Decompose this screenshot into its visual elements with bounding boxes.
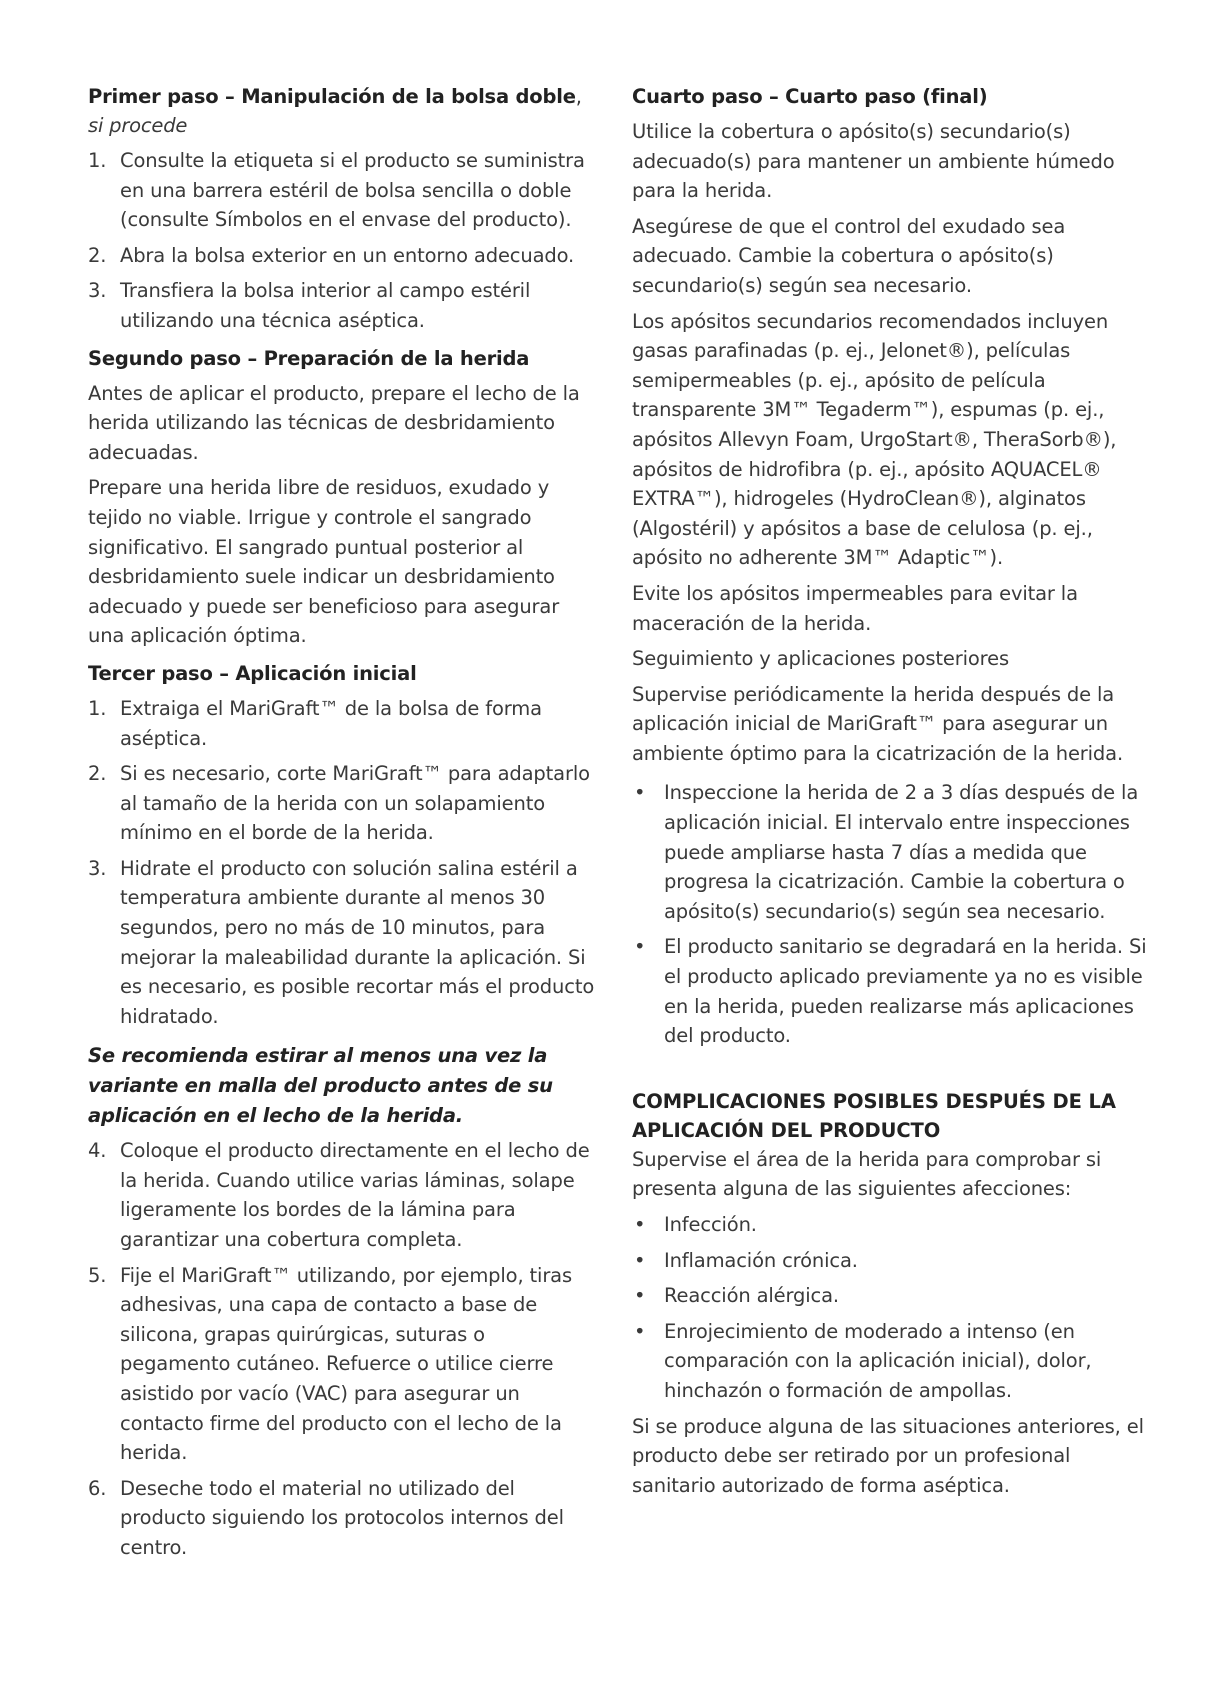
step2-heading: Segundo paso – Preparación de la herida [88, 346, 530, 370]
step1-heading-comma: , [575, 85, 582, 108]
item-text: Deseche todo el material no utilizado del producto siguiendo los protocolos internos del centro. [120, 1476, 564, 1559]
step2-paragraph: Prepare una herida libre de residuos, exudado y tejido no viable. Irrigue y controle el sangrado significativo. El sangrado puntual posterior al desbridamiento suele indicar un desbridamiento adecuado y puede ser beneficioso para asegurar una aplicación óptima. [88, 476, 560, 648]
item-number: 1. [88, 149, 107, 172]
bullet-item [632, 1210, 1152, 1240]
step3-list-b [88, 1136, 598, 1562]
item-text: Coloque el producto directamente en el lecho de la herida. Cuando utilice varias láminas, solape ligeramente los bordes de la lámina para garantizar una cobertura completa. [120, 1139, 590, 1251]
complications-list [632, 1210, 1152, 1406]
followup-list [632, 778, 1152, 1050]
list-item [88, 241, 598, 271]
item-number: 3. [88, 856, 107, 880]
complications-intro: Supervise el área de la herida para comprobar si presenta alguna de las siguientes afecciones: [632, 1147, 1102, 1201]
bullet-icon: • [634, 935, 646, 959]
item-number: 2. [88, 243, 107, 267]
bullet-text: El producto sanitario se degradará en la herida. Si el producto aplicado previamente ya no es visible en la herida, pueden realizarse más aplicaciones del producto. [664, 935, 1147, 1048]
item-number: 5. [88, 1263, 107, 1287]
step1-section [88, 82, 598, 336]
followup-paragraph: Supervise periódicamente la herida después de la aplicación inicial de MariGraft™ para asegurar un ambiente óptimo para la cicatrización de la herida. [632, 682, 1123, 765]
step4-paragraph: Utilice la cobertura o apósito(s) secundario(s) adecuado(s) para mantener un ambiente húmedo para la herida. [632, 120, 1115, 203]
step1-list [88, 146, 598, 336]
list-item [88, 759, 598, 848]
bullet-text: Reacción alérgica. [664, 1284, 839, 1308]
list-item [88, 146, 598, 235]
mesh-stretch-note: Se recomienda estirar al menos una vez la variante en malla del producto antes de su aplicación en el lecho de la herida. [88, 1044, 553, 1127]
step1-subheading: si procede [88, 114, 188, 137]
step4-section [632, 82, 1152, 638]
right-column [632, 82, 1152, 1500]
item-number: 3. [88, 279, 107, 303]
bullet-icon: • [634, 781, 646, 805]
item-number: 4. [88, 1139, 107, 1163]
list-item [88, 694, 598, 753]
item-text: Hidrate el producto con solución salina estéril a temperatura ambiente durante al menos 30 segundos, pero no más de 10 minutos, para mejorar la maleabilidad durante la aplicación. Si es necesario, es posible recortar más el producto hidratado. [120, 856, 595, 1028]
item-text: Abra la bolsa exterior en un entorno adecuado. [120, 243, 575, 267]
left-column [88, 82, 598, 1563]
step4-heading: Cuarto paso – Cuarto paso (final) [632, 85, 988, 108]
item-number: 6. [88, 1476, 107, 1500]
item-number: 1. [88, 696, 107, 720]
list-item [88, 276, 598, 335]
bullet-text: Inspeccione la herida de 2 a 3 días después de la aplicación inicial. El intervalo entre inspecciones puede ampliarse hasta 7 días a medida que progresa la cicatrización. Cambie la cobertura o apósito(s) secundario(s) según sea necesario. [664, 781, 1139, 923]
list-item [88, 1136, 598, 1254]
item-text: Extraiga el MariGraft™ de la bolsa de forma aséptica. [120, 696, 542, 750]
complications-section [632, 1087, 1152, 1501]
bullet-icon: • [634, 1284, 646, 1308]
bullet-text: Inflamación crónica. [664, 1248, 858, 1272]
complications-heading: COMPLICACIONES POSIBLES DESPUÉS DE LA APLICACIÓN DEL PRODUCTO [632, 1089, 1116, 1142]
bullet-item [632, 1281, 1152, 1311]
bullet-item [632, 1246, 1152, 1276]
list-item [88, 854, 598, 1032]
step2-section [88, 344, 598, 651]
step1-heading [88, 82, 598, 111]
list-item [88, 1474, 598, 1563]
step4-paragraph: Evite los apósitos impermeables para evitar la maceración de la herida. [632, 581, 1078, 635]
step4-paragraph: Asegúrese de que el control del exudado sea adecuado. Cambie la cobertura o apósito(s) secundario(s) según sea necesario. [632, 214, 1066, 297]
bullet-icon: • [634, 1248, 646, 1272]
list-item [88, 1261, 598, 1468]
step3-section [88, 659, 598, 1563]
item-text: Consulte la etiqueta si el producto se suministra en una barrera estéril de bolsa sencilla o doble (consulte Símbolos en el envase del producto). [120, 149, 585, 232]
item-text: Fije el MariGraft™ utilizando, por ejemplo, tiras adhesivas, una capa de contacto a base de silicona, grapas quirúrgicas, suturas o pegamento cutáneo. Refuerce o utilice cierre asistido por vacío (VAC) para asegurar un contacto firme del producto con el lecho de la herida. [120, 1263, 572, 1465]
step3-heading: Tercer paso – Aplicación inicial [88, 661, 417, 685]
item-text: Si es necesario, corte MariGraft™ para adaptarlo al tamaño de la herida con un solapamiento mínimo en el borde de la herida. [120, 762, 590, 845]
step2-paragraph: Antes de aplicar el producto, prepare el lecho de la herida utilizando las técnicas de desbridamiento adecuadas. [88, 381, 580, 464]
bullet-item [632, 778, 1152, 926]
step1-heading-text: Primer paso – Manipulación de la bolsa doble [88, 85, 576, 108]
item-text: Transfiera la bolsa interior al campo estéril utilizando una técnica aséptica. [120, 279, 531, 332]
step3-list-a [88, 694, 598, 1032]
followup-section [632, 644, 1152, 1051]
bullet-icon: • [634, 1319, 646, 1343]
bullet-item [632, 1317, 1152, 1406]
followup-heading: Seguimiento y aplicaciones posteriores [632, 647, 1009, 671]
complications-closing: Si se produce alguna de las situaciones anteriores, el producto debe ser retirado por un profesional sanitario autorizado de forma aséptica. [632, 1414, 1144, 1497]
bullet-text: Enrojecimiento de moderado a intenso (en comparación con la aplicación inicial), dolor, hinchazón o formación de ampollas. [664, 1319, 1092, 1402]
bullet-item [632, 932, 1152, 1050]
step4-paragraph: Los apósitos secundarios recomendados incluyen gasas parafinadas (p. ej., Jelonet®), películas semipermeables (p. ej., apósito de película transparente 3M™ Tegaderm™), espumas (p. ej., apósitos Allevyn Foam, UrgoStart®, TheraSorb®), apósitos de hidrofibra (p. ej., apósito AQUACEL® EXTRA™), hidrogeles (HydroClean®), alginatos (Algostéril) y apósitos a base de celulosa (p. ej., apósito no adherente 3M™ Adaptic™). [632, 309, 1117, 570]
bullet-text: Infección. [664, 1213, 757, 1236]
bullet-icon: • [634, 1213, 646, 1236]
item-number: 2. [88, 762, 107, 786]
